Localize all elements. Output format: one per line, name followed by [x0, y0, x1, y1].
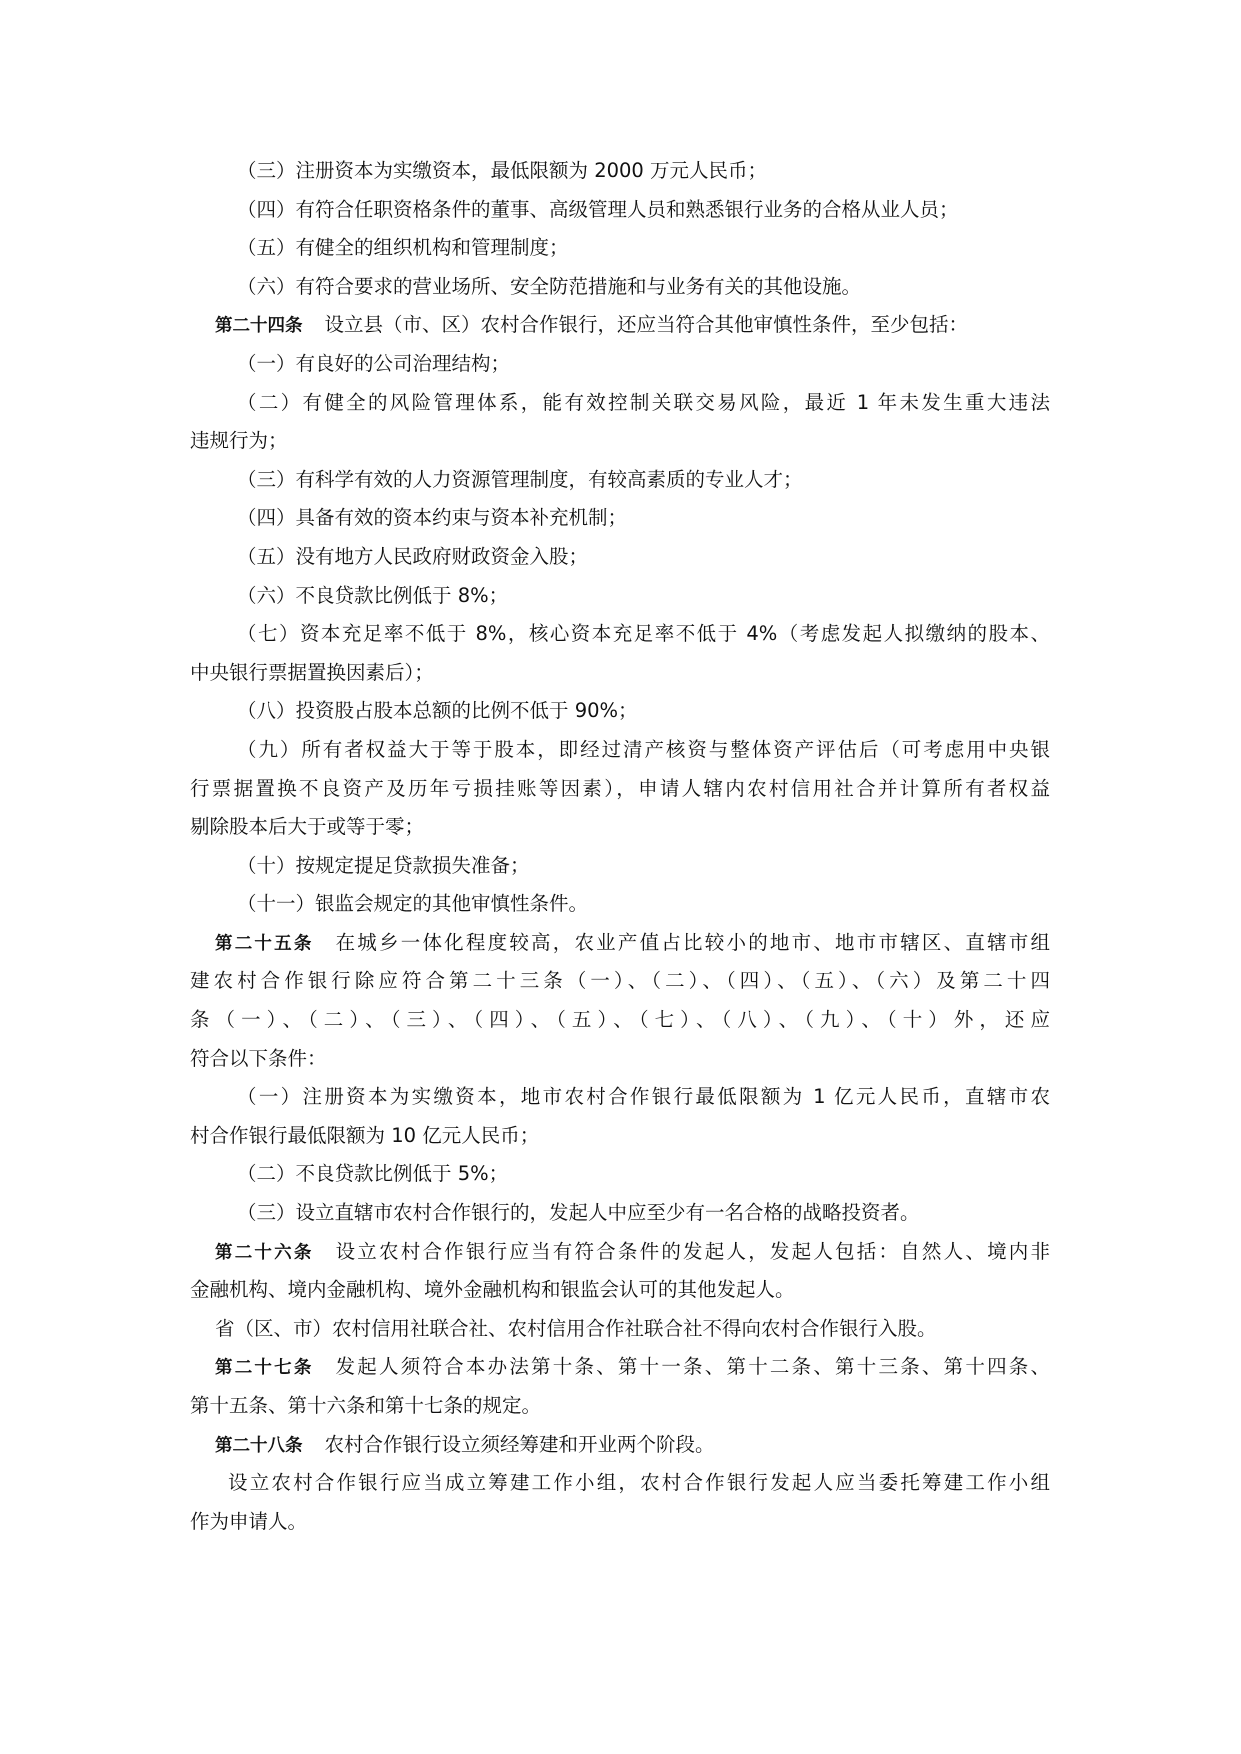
text-line: 违规行为； — [190, 429, 288, 453]
text-line: （一）注册资本为实缴资本，地市农村合作银行最低限额为 1 亿元人民币，直辖市农 — [237, 1085, 1050, 1109]
article-line: 第二十五条 在城乡一体化程度较高，农业产值占比较小的地市、地市市辖区、直辖市组 — [215, 930, 1050, 954]
text-line: 设立农村合作银行应当成立筹建工作小组，农村合作银行发起人应当委托筹建工作小组 — [228, 1471, 1050, 1495]
text-line: 村合作银行最低限额为 10 亿元人民币； — [190, 1123, 540, 1147]
text-line: （十）按规定提足贷款损失准备； — [237, 853, 530, 877]
text-line: 省（区、市）农村信用社联合社、农村信用合作社联合社不得向农村合作银行入股。 — [215, 1316, 937, 1340]
text-line: （四）有符合任职资格条件的董事、高级管理人员和熟悉银行业务的合格从业人员； — [237, 197, 959, 221]
article-line: 第二十四条 设立县（市、区）农村合作银行，还应当符合其他审慎性条件，至少包括： — [215, 313, 969, 337]
article-heading: 第二十八条 — [215, 1435, 303, 1456]
text-line: （九）所有者权益大于等于股本，即经过清产核资与整体资产评估后（可考虑用中央银 — [237, 737, 1050, 761]
article-heading: 第二十四条 — [215, 316, 303, 337]
article-heading: 第二十五条 — [215, 933, 314, 954]
text-line: （七）资本充足率不低于 8%，核心资本充足率不低于 4%（考虑发起人拟缴纳的股本、 — [237, 622, 1050, 646]
article-line: 第二十八条 农村合作银行设立须经筹建和开业两个阶段。 — [215, 1432, 715, 1456]
text-line: （十一）银监会规定的其他审慎性条件。 — [237, 892, 589, 916]
article-line: 第二十六条 设立农村合作银行应当有符合条件的发起人，发起人包括：自然人、境内非 — [215, 1239, 1050, 1263]
text-line: （八）投资股占股本总额的比例不低于 90%； — [237, 699, 638, 723]
text-line: 中央银行票据置换因素后）； — [190, 660, 434, 684]
text-line: （三）注册资本为实缴资本，最低限额为 2000 万元人民币； — [237, 159, 768, 182]
article-heading: 第二十七条 — [215, 1358, 314, 1379]
text-line: 剔除股本后大于或等于零； — [190, 815, 425, 839]
text-line: （四）具备有效的资本约束与资本补充机制； — [237, 506, 628, 530]
text-line: 符合以下条件： — [190, 1046, 327, 1070]
text-line: 建农村合作银行除应符合第二十三条（一）、（二）、（四）、（五）、（六）及第二十四 — [190, 969, 1050, 993]
text-line: 条（一）、（二）、（三）、（四）、（五）、（七）、（八）、（九）、（十）外，还应 — [190, 1008, 1050, 1032]
text-line: （五）有健全的组织机构和管理制度； — [237, 236, 569, 260]
article-line: 第二十七条 发起人须符合本办法第十条、第十一条、第十二条、第十三条、第十四条、 — [215, 1355, 1050, 1379]
text-line: 第十五条、第十六条和第十七条的规定。 — [190, 1394, 542, 1417]
text-line: （三）有科学有效的人力资源管理制度，有较高素质的专业人才； — [237, 467, 803, 491]
text-line: （三）设立直辖市农村合作银行的，发起人中应至少有一名合格的战略投资者。 — [237, 1201, 920, 1225]
text-line: （二）有健全的风险管理体系，能有效控制关联交易风险，最近 1 年未发生重大违法 — [237, 390, 1050, 414]
text-line: （六）有符合要求的营业场所、安全防范措施和与业务有关的其他设施。 — [237, 274, 862, 298]
text-line: （六）不良贷款比例低于 8%； — [237, 583, 509, 607]
text-line: 作为申请人。 — [190, 1509, 308, 1533]
text-line: （二）不良贷款比例低于 5%； — [237, 1162, 509, 1186]
text-line: （五）没有地方人民政府财政资金入股； — [237, 544, 589, 568]
article-heading: 第二十六条 — [215, 1242, 314, 1263]
text-line: （一）有良好的公司治理结构； — [237, 351, 511, 375]
text-line: 行票据置换不良资产及历年亏损挂账等因素），申请人辖内农村信用社合并计算所有者权益 — [190, 776, 1050, 800]
text-line: 金融机构、境内金融机构、境外金融机构和银监会认可的其他发起人。 — [190, 1278, 795, 1302]
document-body — [190, 152, 1050, 1541]
